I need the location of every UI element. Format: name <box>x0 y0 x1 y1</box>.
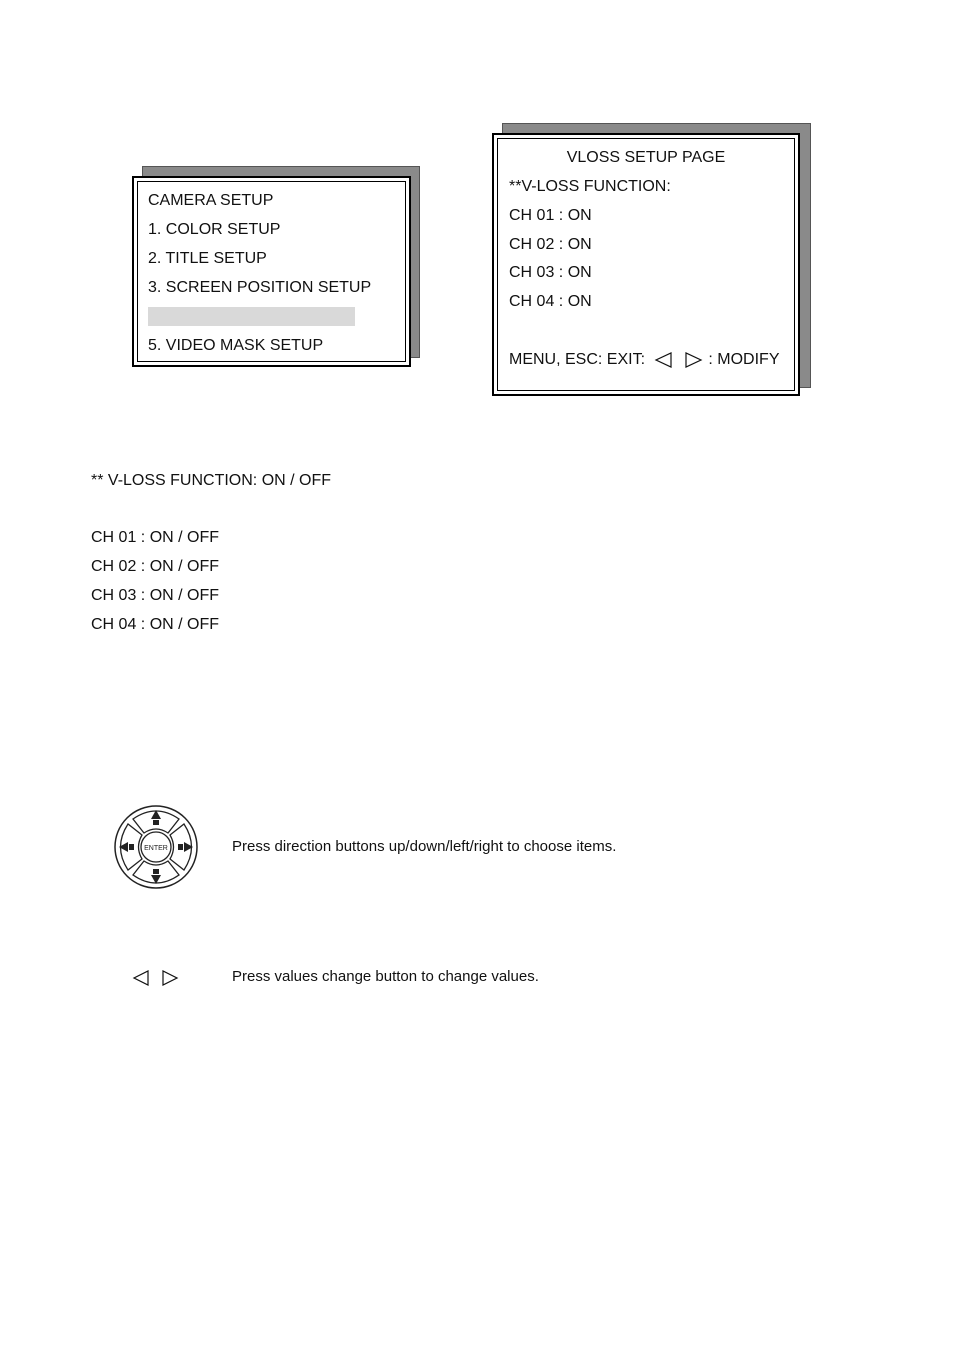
vloss-footer <box>509 351 780 369</box>
description-channel-2: CH 02 : ON / OFF <box>91 558 220 575</box>
camera-setup-menu <box>132 176 411 367</box>
vloss-footer-modify: : MODIFY <box>708 351 780 368</box>
left-triangle-icon <box>131 969 151 987</box>
vloss-function-label: **V-LOSS FUNCTION: <box>509 178 671 195</box>
camera-menu-title: CAMERA SETUP <box>148 192 274 209</box>
direction-pad-icon <box>113 803 199 891</box>
right-triangle-icon <box>160 969 180 987</box>
menu-item-title-setup[interactable]: 2. TITLE SETUP <box>148 250 267 267</box>
vloss-title: VLOSS SETUP PAGE <box>566 149 726 166</box>
direction-instruction: Press direction buttons up/down/left/right to choose items. <box>232 838 617 855</box>
description-channel-1: CH 01 : ON / OFF <box>91 529 220 546</box>
description-channel-4: CH 04 : ON / OFF <box>91 616 220 633</box>
menu-item-highlighted[interactable] <box>148 307 355 326</box>
vloss-channel-1[interactable]: CH 01 : ON <box>509 207 592 224</box>
vloss-channel-4[interactable]: CH 04 : ON <box>509 293 592 310</box>
right-triangle-icon <box>682 352 704 368</box>
menu-item-video-mask-setup[interactable]: 5. VIDEO MASK SETUP <box>148 337 324 354</box>
vloss-channel-3[interactable]: CH 03 : ON <box>509 264 592 281</box>
enter-label: ENTER <box>144 845 168 852</box>
left-triangle-icon <box>653 352 675 368</box>
menu-item-color-setup[interactable]: 1. COLOR SETUP <box>148 221 281 238</box>
vloss-channel-2[interactable]: CH 02 : ON <box>509 236 592 253</box>
description-channel-3: CH 03 : ON / OFF <box>91 587 220 604</box>
vloss-setup-panel <box>492 133 800 396</box>
vloss-footer-exit: MENU, ESC: EXIT: <box>509 351 646 368</box>
menu-item-screen-position-setup[interactable]: 3. SCREEN POSITION SETUP <box>148 279 372 296</box>
description-function-line: ** V-LOSS FUNCTION: ON / OFF <box>91 472 332 489</box>
value-change-instruction: Press values change button to change values. <box>232 968 539 985</box>
